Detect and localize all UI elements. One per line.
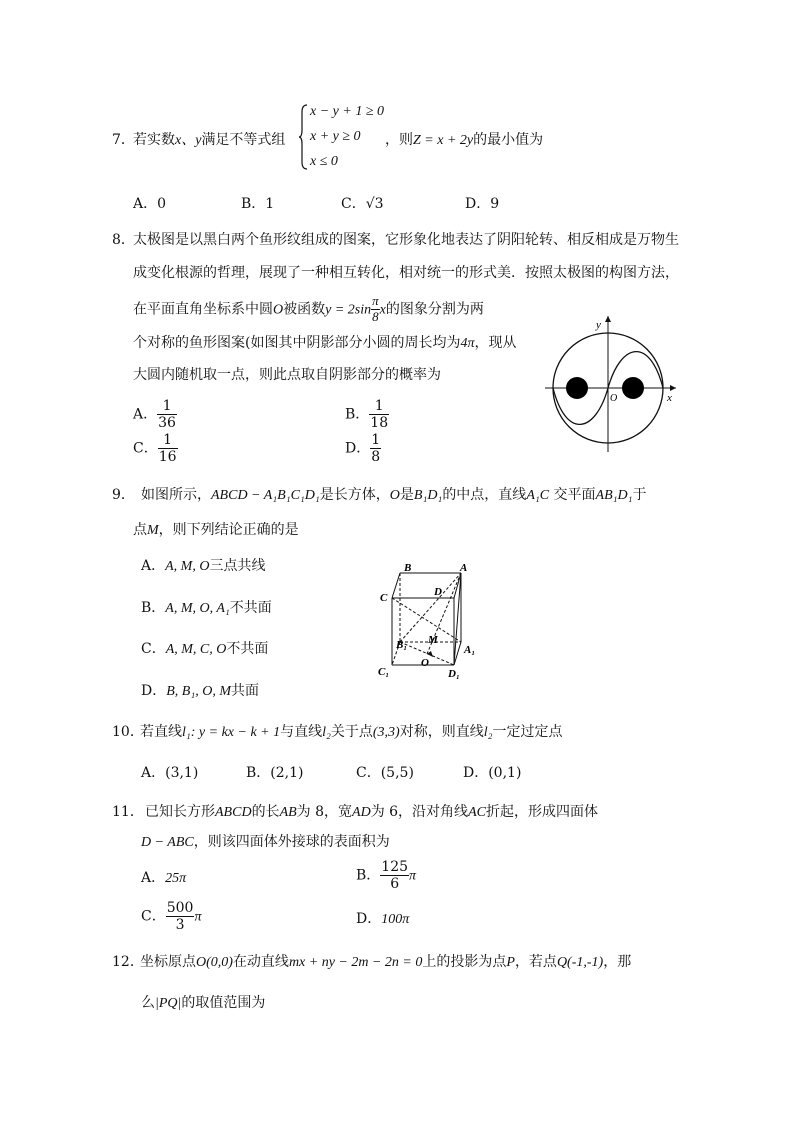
inequality-2: x + y ≥ 0 xyxy=(310,129,361,144)
option-a: A．0 xyxy=(133,196,167,212)
question-text-line-2: 么|PQ|的取值范围为 xyxy=(141,995,266,1011)
option-c: C． $\frac{500}{3}$ π xyxy=(141,900,202,934)
option-c: C．A, M, C, O不共面 xyxy=(141,641,269,657)
taiji-figure xyxy=(540,312,680,452)
option-d: D． $\frac{1}{8}$ xyxy=(345,432,381,466)
label-o: O xyxy=(421,657,429,669)
cuboid-figure xyxy=(370,560,490,685)
label-d1: D₁ xyxy=(448,668,460,680)
option-d: D．(0,1) xyxy=(463,765,522,781)
left-brace-icon xyxy=(299,104,309,170)
question-text-line-5: 大圆内随机取一点，则此点取自阴影部分的概率为 xyxy=(133,367,441,383)
question-text-line-4: 个对称的鱼形图案(如图其中阴影部分小圆的周长均为4π，现从 xyxy=(133,335,517,351)
shaded-circle-left xyxy=(566,377,588,399)
question-number: 11． xyxy=(112,804,144,820)
option-d: D．9 xyxy=(465,196,500,212)
option-b: B．(2,1) xyxy=(246,765,304,781)
question-number: 12． xyxy=(112,954,144,970)
question-text-line-1: 坐标原点O(0,0)在动直线mx + ny − 2m − 2n = 0上的投影为点P，若点Q(-1,-1)，那 xyxy=(140,954,632,970)
label-d: D xyxy=(434,586,442,598)
question-text-line-1: 如图所示，ABCD − A₁B₁C₁D₁是长方体，O是B₁D₁的中点，直线A₁C 交平面AB₁D₁于 xyxy=(141,487,647,503)
inequality-1: x − y + 1 ≥ 0 xyxy=(310,104,385,119)
option-d: D．B, B₁, O, M共面 xyxy=(141,683,259,699)
label-m: M xyxy=(428,634,438,646)
option-a: A．25π xyxy=(141,870,187,886)
question-text-line-1: 已知长方形ABCD的长AB为 8，宽AD为 6，沿对角线AC折起，形成四面体 xyxy=(145,804,598,820)
option-a: A． $\frac{1}{36}$ xyxy=(133,398,176,432)
question-number: 9． xyxy=(112,487,135,503)
option-c: C． $\frac{1}{16}$ xyxy=(133,432,177,466)
option-c: C．(5,5) xyxy=(356,765,414,781)
inequality-3: x ≤ 0 xyxy=(310,154,338,169)
shaded-circle-right xyxy=(622,377,644,399)
x-axis-arrow-icon xyxy=(670,385,676,391)
label-c1: C₁ xyxy=(378,666,390,678)
question-text: 若实数x、y满足不等式组 xyxy=(133,132,286,148)
option-b: B．A, M, O, A₁不共面 xyxy=(141,600,272,616)
question-text-line-1: 太极图是以黑白两个鱼形纹组成的图案，它形象化地表达了阴阳轮转、相反相成是万物生 xyxy=(133,232,679,248)
question-text: 若直线l₁: y = kx − k + 1与直线l₂关于点(3,3)对称，则直线l₂一定过定点 xyxy=(140,724,563,740)
option-a: A．(3,1) xyxy=(141,765,199,781)
question-number: 8． xyxy=(112,232,135,248)
option-c: C．√3 xyxy=(341,196,384,212)
origin-label: O xyxy=(610,393,618,404)
question-number: 10． xyxy=(112,724,144,740)
label-b1: B₁ xyxy=(396,639,408,651)
y-axis-label: y xyxy=(596,319,601,331)
label-b: B xyxy=(404,562,412,574)
x-axis-label: x xyxy=(667,392,672,404)
question-number: 7． xyxy=(112,132,135,148)
label-a1: A₁ xyxy=(464,644,476,656)
option-b: B． $\frac{1}{18}$ xyxy=(345,398,389,432)
question-text-line-2: 成变化根源的哲理，展现了一种相互转化，相对统一的形式美．按照太极图的构图方法， xyxy=(133,265,679,281)
question-text-tail: ，则Z = x + 2y的最小值为 xyxy=(385,132,544,148)
question-text-line-3: 在平面直角坐标系中圆O被函数y = 2sin $\frac{\pi}{8}$ x的图象分割为两 xyxy=(133,293,484,324)
question-text-line-2: 点M，则下列结论正确的是 xyxy=(133,522,299,538)
label-c: C xyxy=(380,592,388,604)
label-a: A xyxy=(460,562,468,574)
y-axis-arrow-icon xyxy=(605,316,611,322)
option-d: D．100π xyxy=(356,911,410,927)
option-a: A．A, M, O三点共线 xyxy=(141,558,266,574)
option-b: B． $\frac{125}{6}$ π xyxy=(356,859,417,893)
question-text-line-2: D − ABC，则该四面体外接球的表面积为 xyxy=(141,834,390,850)
option-b: B．1 xyxy=(241,196,275,212)
